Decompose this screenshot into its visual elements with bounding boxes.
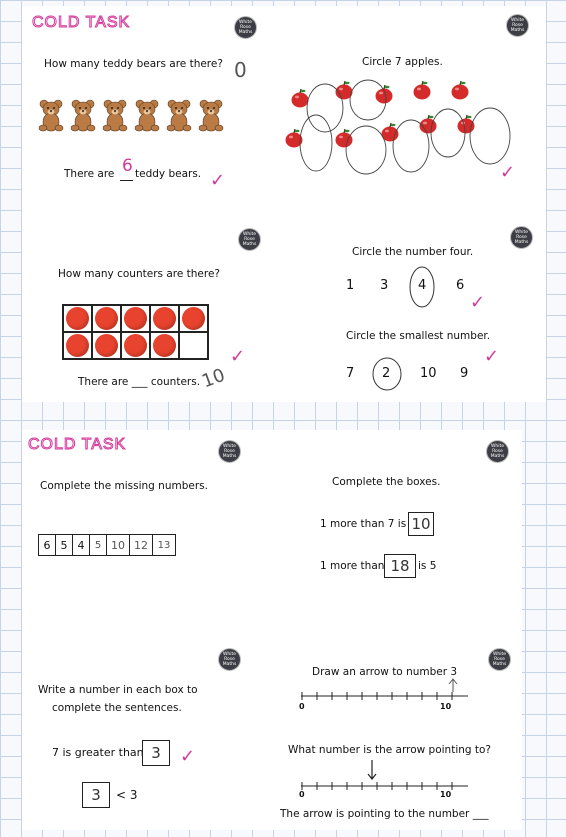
sentence-one-more-seven: 1 more than 7 is xyxy=(320,518,407,530)
number-option[interactable]: 7 xyxy=(346,366,355,381)
counter xyxy=(153,334,176,357)
sequence-cell: 6 xyxy=(39,535,56,555)
sentence-is-five: is 5 xyxy=(418,560,437,572)
number-option[interactable]: 6 xyxy=(456,278,465,293)
sequence-answer-cell[interactable]: 12 xyxy=(130,535,153,555)
tick-mark: ✓ xyxy=(470,292,486,313)
white-rose-logo: White Rose Maths xyxy=(488,648,511,671)
ten-frame-cell xyxy=(121,332,150,359)
number-option[interactable]: 3 xyxy=(380,278,389,293)
teddy-bear-icon xyxy=(102,98,128,132)
worksheet-bottom xyxy=(22,430,522,830)
ten-frame-cell xyxy=(179,305,208,332)
counter xyxy=(153,307,176,330)
tick-mark: ✓ xyxy=(484,346,500,367)
sentence-greater-than: 7 is greater than xyxy=(52,746,144,759)
number-sequence xyxy=(38,534,176,556)
arrow-down-icon xyxy=(368,760,376,779)
answer-line xyxy=(120,180,133,181)
counter xyxy=(95,307,118,330)
sentence-before: There are xyxy=(64,168,115,180)
sentence-after: teddy bears. xyxy=(135,168,202,180)
counter xyxy=(66,307,89,330)
question-write-number-2: complete the sentences. xyxy=(52,702,182,714)
sequence-cell: 5 xyxy=(56,535,73,555)
answer-counters[interactable]: 10 xyxy=(199,364,228,393)
ten-frame-cell xyxy=(150,332,179,359)
sequence-answer-cell[interactable]: 10 xyxy=(107,535,130,555)
tick-mark: ✓ xyxy=(500,162,516,183)
counter xyxy=(66,334,89,357)
white-rose-logo: White Rose Maths xyxy=(486,440,509,463)
number-option[interactable]: 1 xyxy=(346,278,355,293)
counter xyxy=(124,307,147,330)
handwritten-mark: 0 xyxy=(234,58,247,82)
ten-frame-cell xyxy=(179,332,208,359)
question-smallest: Circle the smallest number. xyxy=(346,330,491,342)
answer-box[interactable]: 18 xyxy=(384,554,416,578)
worksheet-top xyxy=(22,6,546,402)
question-number-four: Circle the number four. xyxy=(352,246,474,258)
number-option[interactable]: 10 xyxy=(420,366,437,381)
sentence-arrow-pointing: The arrow is pointing to the number ___ xyxy=(280,808,489,820)
question-counters: How many counters are there? xyxy=(58,268,220,280)
sentence-one-more: 1 more than xyxy=(320,560,385,572)
number-line-draw[interactable] xyxy=(298,678,478,718)
teddy-bear-icon xyxy=(198,98,224,132)
white-rose-logo: White Rose Maths xyxy=(506,14,529,37)
counter xyxy=(182,307,205,330)
sentence-counters: There are ___ counters. xyxy=(78,376,201,388)
ten-frame-cell xyxy=(92,332,121,359)
white-rose-logo: White Rose Maths xyxy=(238,228,261,251)
white-rose-logo: White Rose Maths xyxy=(218,648,241,671)
answer-box[interactable]: 3 xyxy=(142,740,170,766)
counter xyxy=(95,334,118,357)
pencil-circle xyxy=(406,264,438,310)
question-draw-arrow: Draw an arrow to number 3 xyxy=(312,666,458,678)
white-rose-logo: White Rose Maths xyxy=(218,440,241,463)
answer-teddy-bears[interactable]: 6 xyxy=(122,156,133,176)
ten-frame xyxy=(62,304,209,360)
question-arrow-pointing: What number is the arrow pointing to? xyxy=(288,744,492,756)
answer-box[interactable]: 10 xyxy=(408,512,434,536)
teddy-bear-icon xyxy=(134,98,160,132)
sequence-cell: 4 xyxy=(73,535,90,555)
question-teddy-bears: How many teddy bears are there? xyxy=(44,58,223,70)
question-circle-apples: Circle 7 apples. xyxy=(362,56,443,68)
question-write-number-1: Write a number in each box to xyxy=(38,684,198,696)
teddy-bear-icon xyxy=(166,98,192,132)
question-complete-boxes: Complete the boxes. xyxy=(332,476,441,488)
answer-box[interactable]: 3 xyxy=(82,782,110,808)
ten-frame-cell xyxy=(92,305,121,332)
ten-frame-cell xyxy=(121,305,150,332)
teddy-bear-icon xyxy=(70,98,96,132)
ten-frame-cell xyxy=(63,305,92,332)
ten-frame-cell xyxy=(150,305,179,332)
cold-task-title: COLD TASK xyxy=(32,14,131,31)
counter xyxy=(124,334,147,357)
sequence-answer-cell[interactable]: 13 xyxy=(157,539,171,551)
sequence-answer-cell[interactable]: 5 xyxy=(90,535,107,555)
number-option[interactable]: 4 xyxy=(418,278,427,293)
tick-mark: ✓ xyxy=(180,746,196,767)
cold-task-title: COLD TASK xyxy=(28,436,127,453)
drawn-arrow-icon xyxy=(449,679,457,692)
number-option[interactable]: 9 xyxy=(460,366,469,381)
number-line-end: 10 xyxy=(440,790,452,799)
tick-mark: ✓ xyxy=(210,170,226,191)
number-line-start: 0 xyxy=(299,702,305,711)
white-rose-logo: White Rose Maths xyxy=(510,226,533,249)
number-line-start: 0 xyxy=(299,790,305,799)
sentence-less-than: < 3 xyxy=(116,788,138,802)
number-option[interactable]: 2 xyxy=(382,366,391,381)
tick-mark: ✓ xyxy=(230,346,246,367)
teddy-bear-icon xyxy=(38,98,64,132)
number-line-end: 10 xyxy=(440,702,452,711)
ten-frame-cell xyxy=(63,332,92,359)
question-missing-numbers: Complete the missing numbers. xyxy=(40,480,208,492)
pencil-circle xyxy=(370,356,404,396)
white-rose-logo: White Rose Maths xyxy=(234,16,257,39)
